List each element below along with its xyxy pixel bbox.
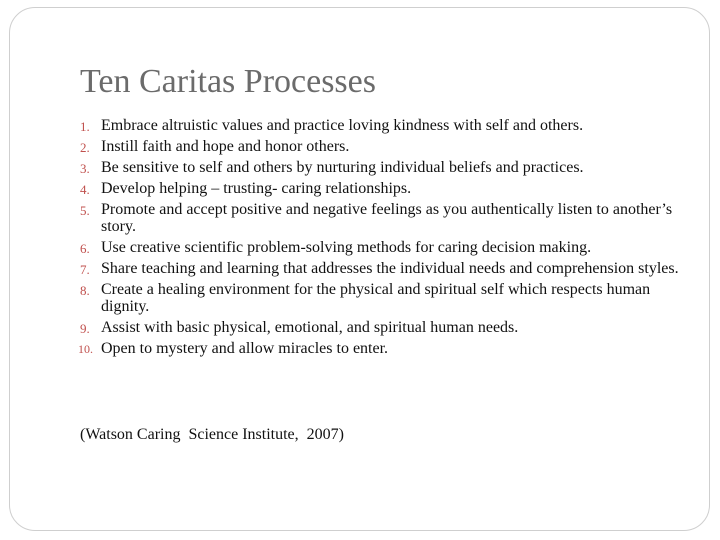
list-item-4 <box>80 180 692 197</box>
list-number: 2. <box>80 140 90 155</box>
list-item-6 <box>80 239 692 256</box>
list-number: 4. <box>80 182 90 197</box>
list-item-5 <box>80 201 692 235</box>
list-text: Develop helping – trusting- caring relationships. <box>101 180 412 197</box>
list-item-3 <box>80 159 692 176</box>
list-number: 9. <box>80 321 90 336</box>
list-number: 3. <box>80 161 90 176</box>
list-text: Assist with basic physical, emotional, and spiritual human needs. <box>101 319 519 336</box>
list-text: Be sensitive to self and others by nurturing individual beliefs and practices. <box>101 159 584 176</box>
slide-title: Ten Caritas Processes <box>80 63 376 100</box>
list-item-8 <box>80 281 692 315</box>
list-text: Create a healing environment for the physical and spiritual self which respects human dignity. <box>101 281 651 315</box>
list-item-1 <box>80 117 692 134</box>
list-item-7 <box>80 260 692 277</box>
list-text: Open to mystery and allow miracles to enter. <box>101 340 389 357</box>
caritas-process-list <box>80 117 692 361</box>
list-number: 5. <box>80 203 90 218</box>
list-number: 6. <box>80 241 90 256</box>
citation: (Watson Caring Science Institute, 2007) <box>80 426 344 443</box>
list-text: Instill faith and hope and honor others. <box>101 138 350 155</box>
list-number: 8. <box>80 283 90 298</box>
list-item-9 <box>80 319 692 336</box>
list-text: Use creative scientific problem-solving methods for caring decision making. <box>101 239 592 256</box>
list-text: Promote and accept positive and negative feelings as you authentically listen to another’s story. <box>101 201 673 235</box>
list-number: 1. <box>80 119 90 134</box>
list-text: Embrace altruistic values and practice loving kindness with self and others. <box>101 117 584 134</box>
list-item-2 <box>80 138 692 155</box>
list-number: 10. <box>78 342 93 356</box>
list-item-10 <box>80 340 692 357</box>
list-number: 7. <box>80 262 90 277</box>
list-text: Share teaching and learning that addresses the individual needs and comprehension styles. <box>101 260 679 277</box>
